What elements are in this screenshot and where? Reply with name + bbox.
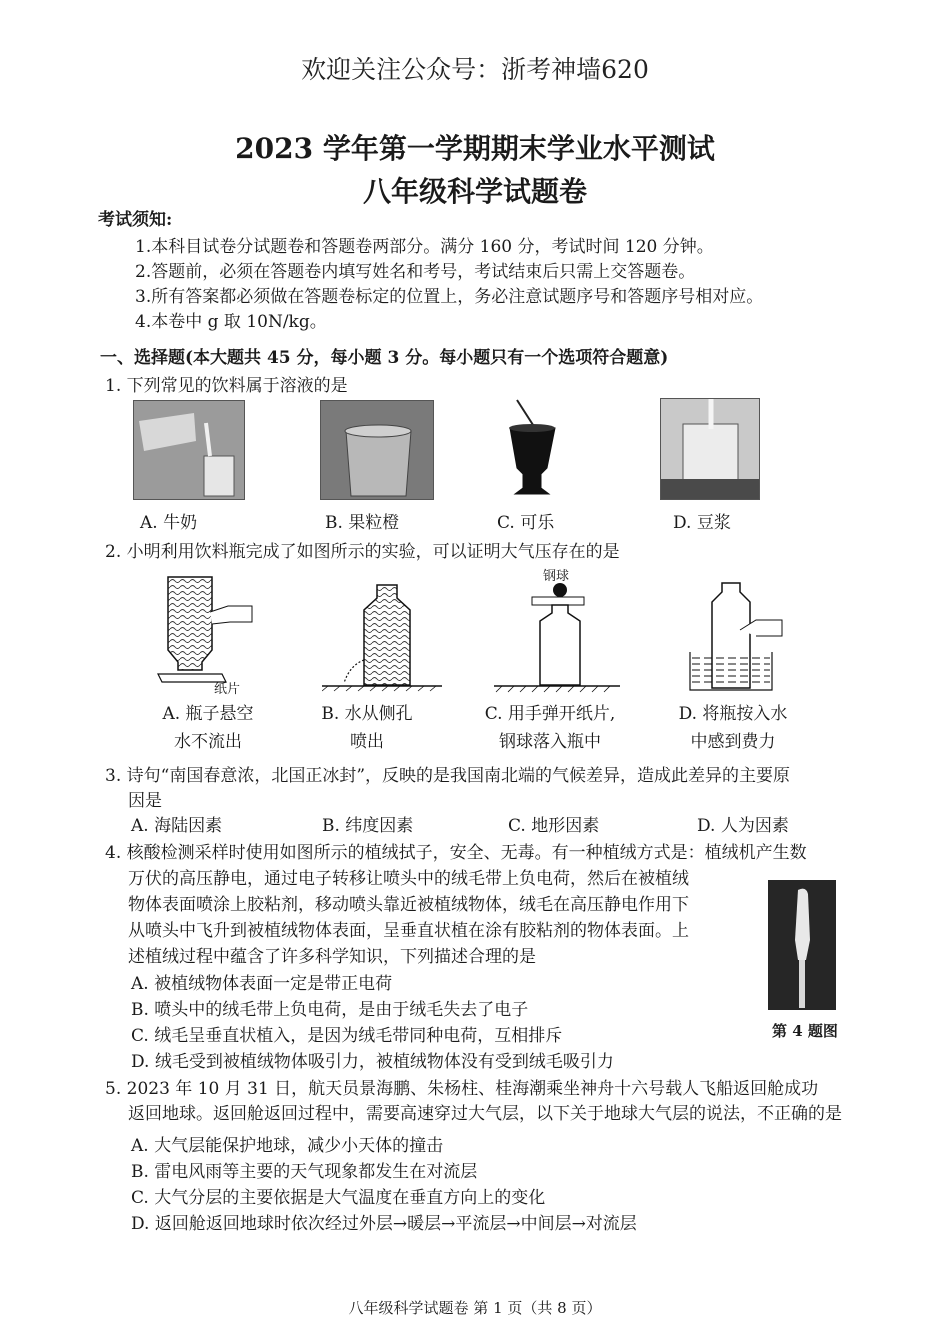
q2-option-c: C. 用手弹开纸片, 钢球落入瓶中 <box>484 704 616 752</box>
q4-option-b: B. 喷头中的绒毛带上负电荷，是由于绒毛失去了电子 <box>131 1000 529 1020</box>
q1-stem: 1. 下列常见的饮料属于溶液的是 <box>105 376 348 396</box>
section-heading: 一、选择题(本大题共 45 分，每小题 3 分。每小题只有一个选项符合题意) <box>100 348 669 368</box>
q1-option-d: D. 豆浆 <box>673 513 731 533</box>
paper-label: 纸片 <box>214 682 241 697</box>
page-footer: 八年级科学试题卷 第 1 页（共 8 页） <box>348 1299 602 1317</box>
q5-option-c: C. 大气分层的主要依据是大气温度在垂直方向上的变化 <box>131 1188 546 1208</box>
q5-stem: 5. 2023 年 10 月 31 日，航天员景海鹏、朱杨柱、桂海潮乘坐神舟十六号载人飞船返回舱成功 <box>105 1079 819 1099</box>
q2-option-a: A. 瓶子悬空 水不流出 <box>162 704 254 752</box>
notice-item: 1.本科目试卷分试题卷和答题卷两部分。满分 160 分，考试时间 120 分钟。 <box>135 237 714 257</box>
q4-figure-caption: 第 4 题图 <box>772 1022 838 1040</box>
figure-c <box>492 565 622 693</box>
milk-photo <box>133 400 245 500</box>
soymilk-photo <box>660 398 760 500</box>
q3-option-a: A. 海陆因素 <box>131 816 223 836</box>
q3-option-b: B. 纬度因素 <box>322 816 414 836</box>
q1-option-a: A. 牛奶 <box>140 513 198 533</box>
juice-photo <box>320 400 434 500</box>
q2-stem: 2. 小明利用饮料瓶完成了如图所示的实验，可以证明大气压存在的是 <box>105 542 620 562</box>
q4-stem: 4. 核酸检测采样时使用如图所示的植绒拭子，安全、无毒。有一种植绒方式是：植绒机产生数 <box>105 843 807 863</box>
q2-option-d: D. 将瓶按入水 中感到费力 <box>678 704 788 752</box>
watermark: 欢迎关注公众号：浙考神墙620 <box>301 55 649 84</box>
exam-subtitle: 八年级科学试题卷 <box>362 175 587 208</box>
q4-stem-line: 述植绒过程中蕴含了许多科学知识，下列描述合理的是 <box>128 947 536 967</box>
q5-option-a: A. 大气层能保护地球，减少小天体的撞击 <box>131 1136 444 1156</box>
q3-option-c: C. 地形因素 <box>508 816 600 836</box>
figure-d <box>682 578 792 694</box>
q2-option-b: B. 水从侧孔 喷出 <box>321 704 413 752</box>
exam-title: 2023 学年第一学期期末学业水平测试 <box>235 132 715 165</box>
q5-stem-cont: 返回地球。返回舱返回过程中，需要高速穿过大气层，以下关于地球大气层的说法，不正确的是 <box>128 1104 842 1124</box>
q3-stem-cont: 因是 <box>128 791 162 811</box>
q4-option-a: A. 被植绒物体表面一定是带正电荷 <box>131 974 393 994</box>
q4-stem-line: 物体表面喷涂上胶粘剂，移动喷头靠近被植绒物体，绒毛在高压静电作用下 <box>128 895 689 915</box>
notice-heading: 考试须知: <box>98 210 173 230</box>
notice-item: 2.答题前，必须在答题卷内填写姓名和考号，考试结束后只需上交答题卷。 <box>135 262 696 282</box>
q4-stem-line: 万伏的高压静电，通过电子转移让喷头中的绒毛带上负电荷，然后在被植绒 <box>128 869 689 889</box>
notice-item: 3.所有答案都必须做在答题卷标定的位置上，务必注意试题序号和答题序号相对应。 <box>135 287 764 307</box>
q5-option-b: B. 雷电风雨等主要的天气现象都发生在对流层 <box>131 1162 478 1182</box>
q4-stem-line: 从喷头中飞升到被植绒物体表面，呈垂直状植在涂有胶粘剂的物体表面。上 <box>128 921 689 941</box>
q1-option-b: B. 果粒橙 <box>325 513 400 533</box>
q3-stem: 3. 诗句“南国春意浓，北国正冰封”，反映的是我国南北端的气候差异，造成此差异的主要原 <box>105 766 791 786</box>
swab-photo <box>768 880 836 1010</box>
q1-option-c: C. 可乐 <box>497 513 555 533</box>
figure-b <box>322 580 442 692</box>
q4-option-d: D. 绒毛受到被植绒物体吸引力，被植绒物体没有受到绒毛吸引力 <box>131 1052 614 1072</box>
figure-a <box>150 572 260 694</box>
ball-label: 钢球 <box>543 569 570 584</box>
cola-photo <box>505 398 560 498</box>
q4-option-c: C. 绒毛呈垂直状植入，是因为绒毛带同种电荷，互相排斥 <box>131 1026 563 1046</box>
q5-option-d: D. 返回舱返回地球时依次经过外层→暖层→平流层→中间层→对流层 <box>131 1214 637 1234</box>
q3-option-d: D. 人为因素 <box>697 816 789 836</box>
notice-item: 4.本卷中 g 取 10N/kg。 <box>135 312 327 332</box>
